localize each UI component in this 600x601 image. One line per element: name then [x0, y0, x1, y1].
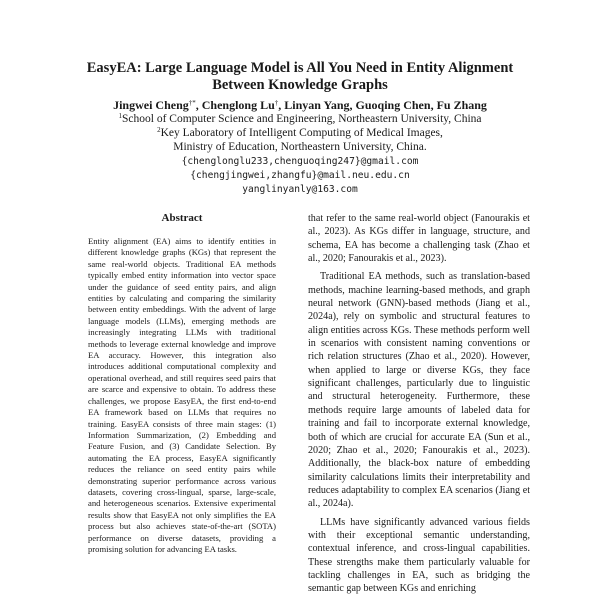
author-name: Linyan Yang [284, 98, 350, 112]
affiliation-1-text: School of Computer Science and Engineering, Northeastern University, China [122, 113, 482, 125]
author-name: Jingwei Cheng [113, 98, 189, 112]
abstract-heading: Abstract [161, 212, 203, 224]
intro-paragraph-2: Traditional EA methods, such as translation-based methods, machine learning-based methods, and graph neural network (GNN)-based methods (Jiang et al., 2024a), rely on symbolic and structural features to align entities across KGs. These methods perform well in scenarios with consistent naming conventions or rich relation structures (Zhao et al., 2020). However, when applied to large or diverse KGs, they face significant challenges, particularly due to linguistic and structural heterogeneity. Furthermore, these methods require large amounts of labeled data for training and fail to incorporate external knowledge, both of which are crucial for accurate EA (Sun et al., 2020; Zhao et al., 2020; Fanourakis et al., 2023). Additionally, the black-box nature of embedding similarity calculations limits their interpretability and reduces adaptability to complex EA scenarios (Jiang et al., 2024a). [308, 271, 530, 510]
author-name: Fu Zhang [436, 98, 487, 112]
email-line-1: {chenglonglu233,chenguoqing247}@gmail.com [181, 156, 419, 167]
title-line-2: Between Knowledge Graphs [212, 77, 388, 93]
title-line-1: EasyEA: Large Language Model is All You Need in Entity Alignment [86, 60, 514, 76]
author-mark: † [274, 99, 279, 107]
intro-paragraph-1: that refer to the same real-world object (Fanourakis et al., 2023). As KGs differ in language, structure, and schema, EA has become a challenging task (Zhao et al., 2020; Fanourakis et al., 2023). [308, 213, 530, 265]
affiliation-2-line-1: Key Laboratory of Intelligent Computing of Medical Images, [160, 127, 443, 139]
intro-column [308, 212, 530, 601]
paper-title [60, 60, 540, 94]
author-list: Jingwei Cheng†*, Chenglong Lu†, Linyan Yang, Guoqing Chen, Fu Zhang [113, 98, 487, 112]
intro-paragraph-3: LLMs have significantly advanced various fields with their exceptional semantic understanding, contextual inference, and cross-lingual capabilities. These strengths make them particularly valuable for tackling challenges in EA, such as bridging the semantic gap between KGs and enriching [308, 516, 530, 595]
author-name: Guoqing Chen [355, 98, 431, 112]
abstract-text: Entity alignment (EA) aims to identify entities in different knowledge graphs (KGs) that represent the same real-world objects. Traditional EA methods typically embed entity information into vector space under the guidance of seed entity pairs, and align entities by calculating and comparing the similarity between entity embeddings. With the advent of large language models (LLMs), emerging methods are increasingly integrating LLMs with traditional methods to leverage external knowledge and improve EA accuracy. However, this integration also introduces additional computational complexity and operational overhead, and still requires seed pairs that are scarce and expensive to obtain. To address these challenges, we propose EasyEA, the first end-to-end EA framework based on LLMs that requires no training. EasyEA consists of three main stages: (1) Information Summarization, (2) Embedding and Feature Fusion, and (3) Candidate Selection. By automating the EA process, EasyEA significantly reduces the reliance on seed entity pairs while demonstrating superior performance across various datasets, covering cross-lingual, sparse, large-scale, and heterogeneous scenarios. Extensive experimental results show that EasyEA not only simplifies the EA process but also achieves state-of-the-art (SOTA) performance on diverse datasets, providing a promising solution for advancing EA tasks. [88, 236, 276, 554]
affiliation-2-line-2: Ministry of Education, Northeastern University, China. [173, 141, 427, 153]
affiliation-2 [40, 126, 560, 140]
affiliation-1 [40, 112, 560, 126]
affiliation-2-mark: 2 [157, 126, 161, 134]
author-name: Chenglong Lu [201, 98, 275, 112]
email-line-2: {chengjingwei,zhangfu}@mail.neu.edu.cn [190, 170, 410, 181]
affiliation-1-mark: 1 [118, 112, 122, 120]
author-mark: †* [188, 99, 196, 107]
email-line-3: yanglinyanly@163.com [242, 184, 358, 195]
